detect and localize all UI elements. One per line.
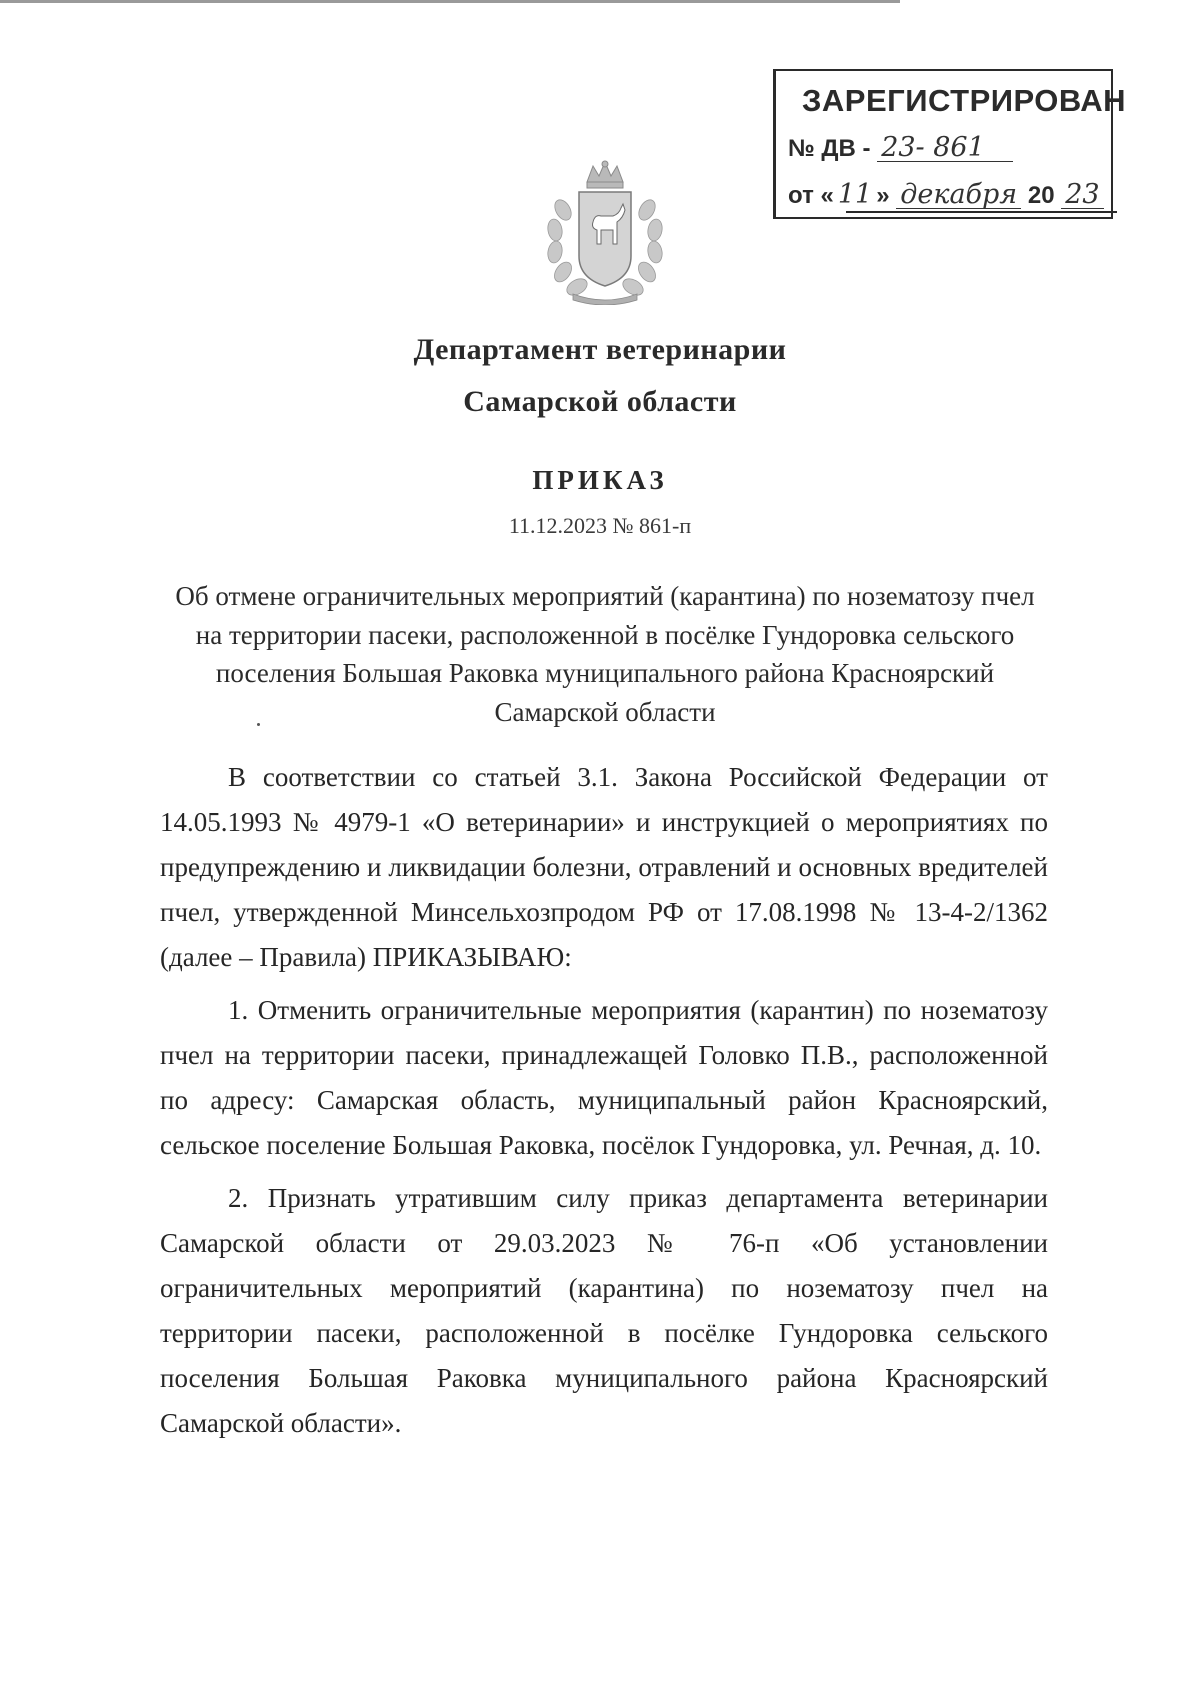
scan-speck <box>257 723 260 726</box>
stamp-bottom-line <box>846 211 1117 213</box>
preamble-paragraph: В соответствии со статьей 3.1. Закона Российской Федерации от 14.05.1993 № 4979-1 «О ветеринарии» и инструкцией о мероприятиях по предупреждению и ликвидации болезни, отравлений и основных вредителей пчел, утвержденной Минсельхозпродом РФ от 17.08.1998 № 13-4-2/1362 (далее – Правила) ПРИКАЗЫВАЮ: <box>160 762 1048 972</box>
stamp-date-year: 23 <box>1061 181 1103 209</box>
document-type: ПРИКАЗ <box>532 465 668 495</box>
stamp-date-line <box>788 181 1104 210</box>
order-subject: Об отмене ограничительных мероприятий (карантина) по нозематозу пчел на территории пасеки, расположенной в посёлке Гундоровка сельского поселения Большая Раковка муниципального района Красноярский Самарской области <box>175 581 1035 727</box>
stamp-date-day: 11 <box>837 179 873 210</box>
stamp-title: ЗАРЕГИСТРИРОВАН <box>802 83 1127 118</box>
stamp-year-prefix: 20 <box>1027 182 1055 209</box>
stamp-number-prefix: № ДВ - <box>788 135 871 162</box>
stamp-date-mid: » <box>876 182 890 209</box>
stamp-date-month: декабря <box>896 181 1021 209</box>
registration-stamp <box>773 69 1127 219</box>
order-body <box>160 755 1048 1446</box>
scan-edge <box>0 0 900 3</box>
order-item-2: 2. Признать утратившим силу приказ департамента ветеринарии Самарской области от 29.03.2023 № 76-п «Об установлении ограничительных мероприятий (карантина) по нозематозу пчел на территории пасеки, расположенной в посёлке Гундоровка сельского поселения Большая Раковка муниципального района Красноярский Самарской области». <box>160 1183 1048 1438</box>
stamp-number-line <box>788 134 1013 163</box>
stamp-date-prefix: от « <box>788 182 834 209</box>
department-title: Департамент ветеринарии <box>413 333 787 366</box>
stamp-number-handwritten: 23- 861 <box>877 134 1013 162</box>
department-region: Самарской области <box>463 385 737 418</box>
samara-coat-of-arms-icon <box>543 160 667 305</box>
order-date-number: 11.12.2023 № 861-п <box>508 513 692 538</box>
order-item-1: 1. Отменить ограничительные мероприятия (карантин) по нозематозу пчел на территории пасеки, принадлежащей Головко П.В., расположенной по адресу: Самарская область, муниципальный район Красноярский, сельское поселение Большая Раковка, посёлок Гундоровка, ул. Речная, д. 10. <box>160 995 1048 1160</box>
